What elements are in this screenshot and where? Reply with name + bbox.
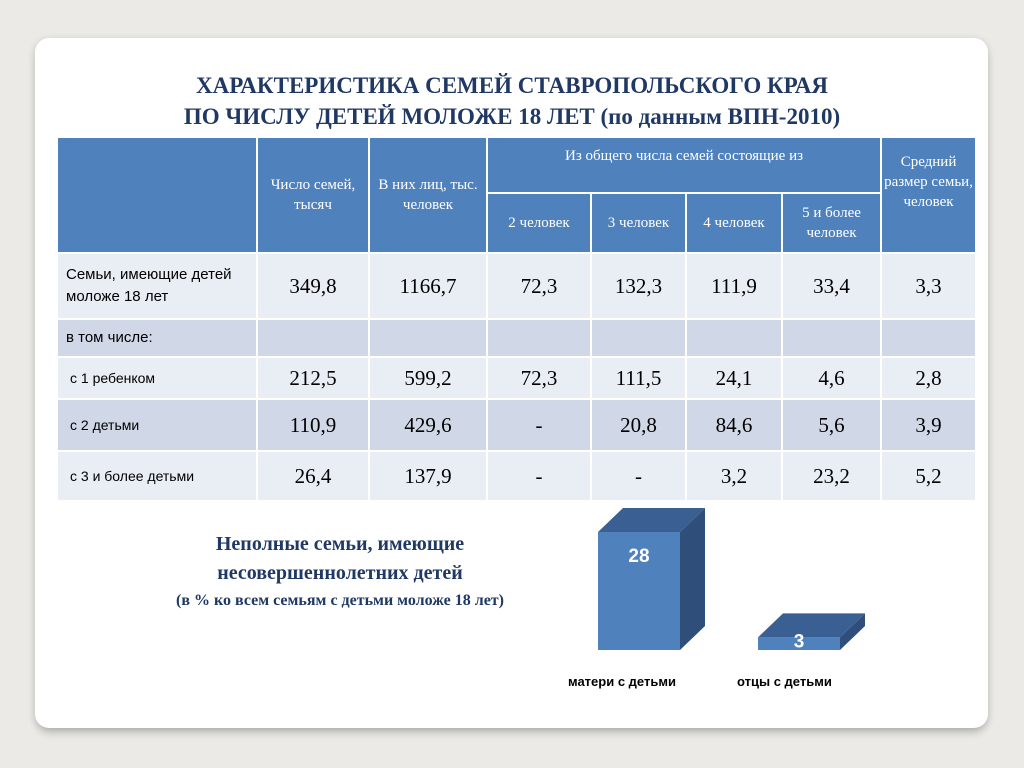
header-2-persons: 2 человек — [487, 193, 591, 253]
cell-3-persons: 20,8 — [591, 399, 686, 451]
cell-5plus-persons: 23,2 — [782, 451, 881, 501]
cell-families: 110,9 — [257, 399, 369, 451]
single-parent-bar-chart — [560, 500, 900, 670]
cell-avg-size — [881, 319, 976, 357]
table-row — [57, 253, 976, 319]
cell-2-persons — [487, 319, 591, 357]
page-title — [0, 70, 1024, 132]
x-tick-label: матери с детьми — [568, 674, 676, 689]
cell-5plus-persons — [782, 319, 881, 357]
cell-families: 26,4 — [257, 451, 369, 501]
cell-avg-size: 3,3 — [881, 253, 976, 319]
header-empty-cell — [57, 137, 257, 253]
header-persons: В них лиц, тыс. человек — [369, 137, 487, 253]
header-3-persons: 3 человек — [591, 193, 686, 253]
cell-families: 212,5 — [257, 357, 369, 399]
bar-side — [680, 508, 705, 650]
families-table — [56, 136, 977, 502]
cell-3-persons — [591, 319, 686, 357]
cell-families: 349,8 — [257, 253, 369, 319]
cell-4-persons: 111,9 — [686, 253, 782, 319]
cell-persons: 137,9 — [369, 451, 487, 501]
title-line-1: ХАРАКТЕРИСТИКА СЕМЕЙ СТАВРОПОЛЬСКОГО КРАЯ — [195, 73, 829, 98]
cell-persons: 599,2 — [369, 357, 487, 399]
cell-3-persons: - — [591, 451, 686, 501]
cell-persons — [369, 319, 487, 357]
cell-persons: 429,6 — [369, 399, 487, 451]
cell-4-persons: 3,2 — [686, 451, 782, 501]
cell-2-persons: 72,3 — [487, 357, 591, 399]
bar-2 — [758, 613, 865, 652]
cell-persons: 1166,7 — [369, 253, 487, 319]
cell-4-persons: 24,1 — [686, 357, 782, 399]
header-4-persons: 4 человек — [686, 193, 782, 253]
chart-caption — [130, 530, 550, 612]
bar-1 — [598, 508, 705, 650]
row-label: с 3 и более детьми — [57, 451, 257, 501]
cell-3-persons: 132,3 — [591, 253, 686, 319]
row-label: в том числе: — [57, 319, 257, 357]
bar-value-label: 28 — [628, 546, 650, 567]
table-row — [57, 451, 976, 501]
header-families: Число семей, тысяч — [257, 137, 369, 253]
row-label: с 1 ребенком — [57, 357, 257, 399]
cell-5plus-persons: 4,6 — [782, 357, 881, 399]
table-row — [57, 357, 976, 399]
row-label: с 2 детьми — [57, 399, 257, 451]
cell-4-persons — [686, 319, 782, 357]
bar-value-label: 3 — [793, 631, 805, 653]
table-row — [57, 319, 976, 357]
title-line-2: ПО ЧИСЛУ ДЕТЕЙ МОЛОЖЕ 18 ЛЕТ (по данным ВПН-2010) — [183, 104, 841, 129]
cell-2-persons: - — [487, 451, 591, 501]
header-5plus-persons: 5 и более человек — [782, 193, 881, 253]
caption-line-1: Неполные семьи, имеющие — [215, 533, 465, 555]
cell-5plus-persons: 33,4 — [782, 253, 881, 319]
cell-5plus-persons: 5,6 — [782, 399, 881, 451]
caption-line-2: несовершеннолетних детей — [217, 562, 463, 584]
cell-4-persons: 84,6 — [686, 399, 782, 451]
row-label: Семьи, имеющие детей моложе 18 лет — [57, 253, 257, 319]
cell-families — [257, 319, 369, 357]
table-row — [57, 399, 976, 451]
header-group: Из общего числа семей состоящие из — [487, 137, 881, 193]
x-tick-label: отцы с детьми — [737, 674, 832, 689]
cell-2-persons: 72,3 — [487, 253, 591, 319]
cell-avg-size: 5,2 — [881, 451, 976, 501]
caption-line-3: (в % ко всем семьям с детьми моложе 18 лет) — [176, 592, 504, 609]
cell-avg-size: 3,9 — [881, 399, 976, 451]
header-avg-size: Средний размер семьи, человек — [881, 137, 976, 253]
cell-avg-size: 2,8 — [881, 357, 976, 399]
cell-3-persons: 111,5 — [591, 357, 686, 399]
cell-2-persons: - — [487, 399, 591, 451]
